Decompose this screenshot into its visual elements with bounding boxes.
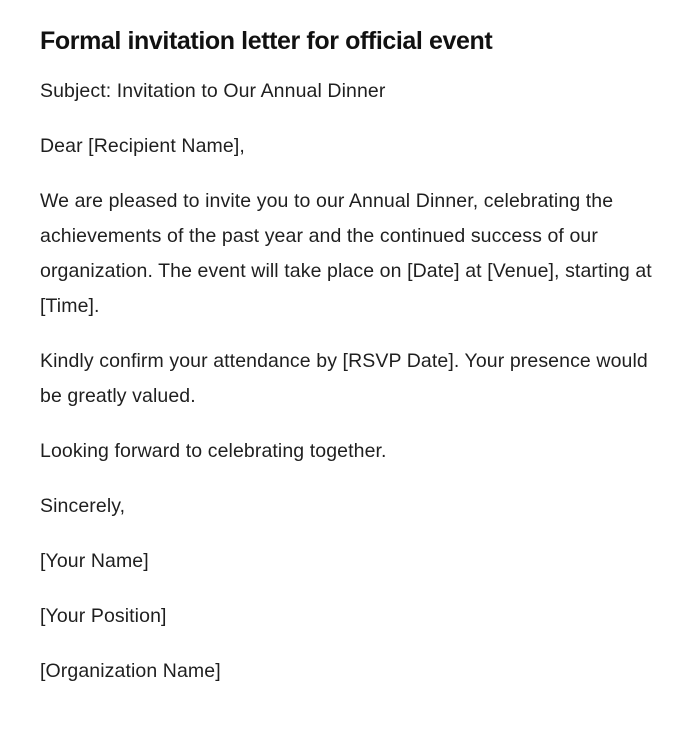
letter-subject: Subject: Invitation to Our Annual Dinner [40,80,386,102]
page-title: Formal invitation letter for official event [40,27,493,55]
letter-greeting: Dear [Recipient Name], [40,135,245,157]
sender-name: [Your Name] [40,550,149,572]
letter-body-paragraph-1: We are pleased to invite you to our Annual Dinner, celebrating the achievements of the past year and the continued success of our organization. The event will take place on [Date] at [Venue], starting at [Time]. [40,190,652,317]
letter-body-paragraph-2: Kindly confirm your attendance by [RSVP Date]. Your presence would be greatly valued. [40,350,648,407]
letter-sign-off: Sincerely, [40,495,126,517]
sender-position: [Your Position] [40,605,167,627]
organization-name: [Organization Name] [40,660,221,682]
letter-closing-line: Looking forward to celebrating together. [40,440,387,462]
